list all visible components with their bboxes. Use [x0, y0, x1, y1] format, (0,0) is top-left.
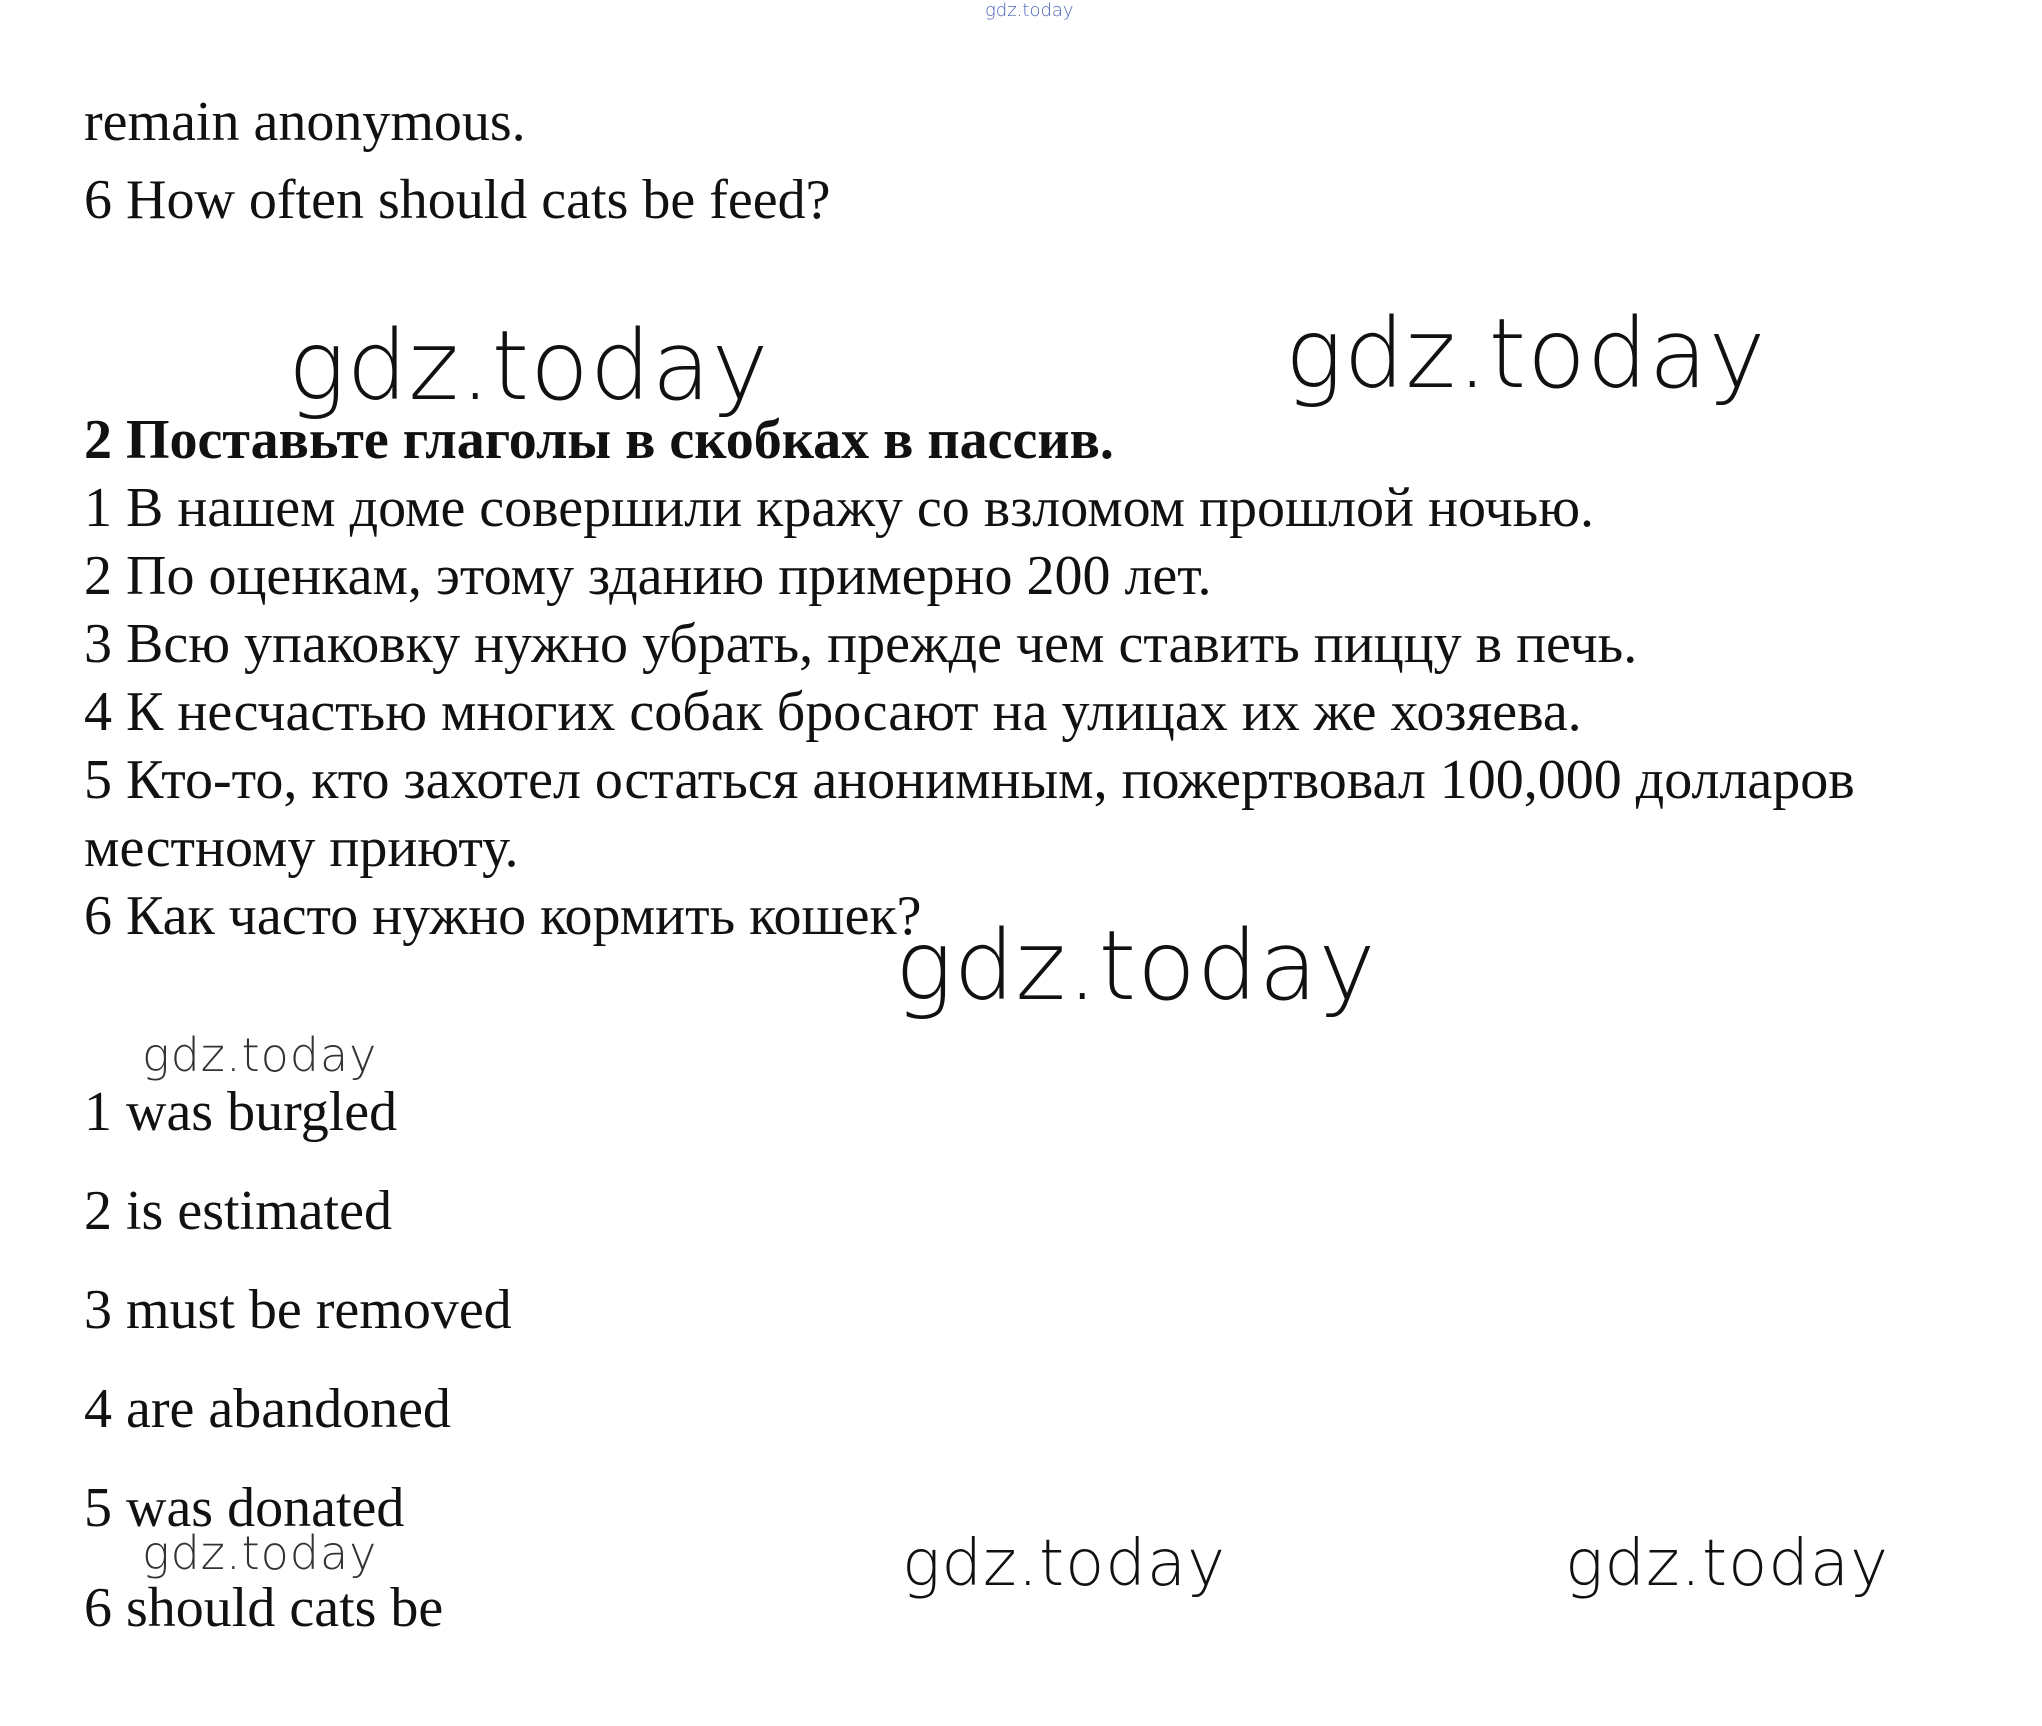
- task-sentence-5: 5 Кто-то, кто захотел остаться анонимным, пожертвовал 100,000 долларов: [84, 749, 1855, 811]
- task-sentence-4: 4 К несчастью многих собак бросают на улицах их же хозяева.: [84, 681, 1582, 743]
- watermark-small-left-1: gdz.today: [142, 1028, 378, 1082]
- answer-6: 6 should cats be: [84, 1577, 444, 1639]
- top-line-1: remain anonymous.: [84, 91, 526, 153]
- answer-2: 2 is estimated: [84, 1180, 392, 1242]
- answer-1: 1 was burgled: [84, 1081, 398, 1143]
- watermark-right-upper: gdz.today: [1285, 298, 1767, 410]
- watermark-left-upper: gdz.today: [288, 310, 770, 422]
- top-line-2: 6 How often should cats be feed?: [84, 169, 831, 231]
- watermark-small-left-2: gdz.today: [142, 1526, 378, 1580]
- watermark-center: gdz.today: [895, 910, 1377, 1022]
- answer-4: 4 are abandoned: [84, 1378, 451, 1440]
- answer-3: 3 must be removed: [84, 1279, 512, 1341]
- task-sentence-3: 3 Всю упаковку нужно убрать, прежде чем ставить пиццу в печь.: [84, 613, 1638, 675]
- task-sentence-2: 2 По оценкам, этому зданию примерно 200 лет.: [84, 545, 1212, 607]
- watermark-top: gdz.today: [985, 0, 1074, 21]
- answer-5: 5 was donated: [84, 1477, 405, 1539]
- task-heading: 2 Поставьте глаголы в скобках в пассив.: [84, 409, 1114, 471]
- task-sentence-5-cont: местному приюту.: [84, 817, 519, 879]
- watermark-bottom-center: gdz.today: [902, 1527, 1226, 1601]
- task-sentence-1: 1 В нашем доме совершили кражу со взломом прошлой ночью.: [84, 477, 1595, 539]
- task-sentence-6: 6 Как часто нужно кормить кошек?: [84, 885, 922, 947]
- watermark-bottom-right: gdz.today: [1565, 1527, 1889, 1601]
